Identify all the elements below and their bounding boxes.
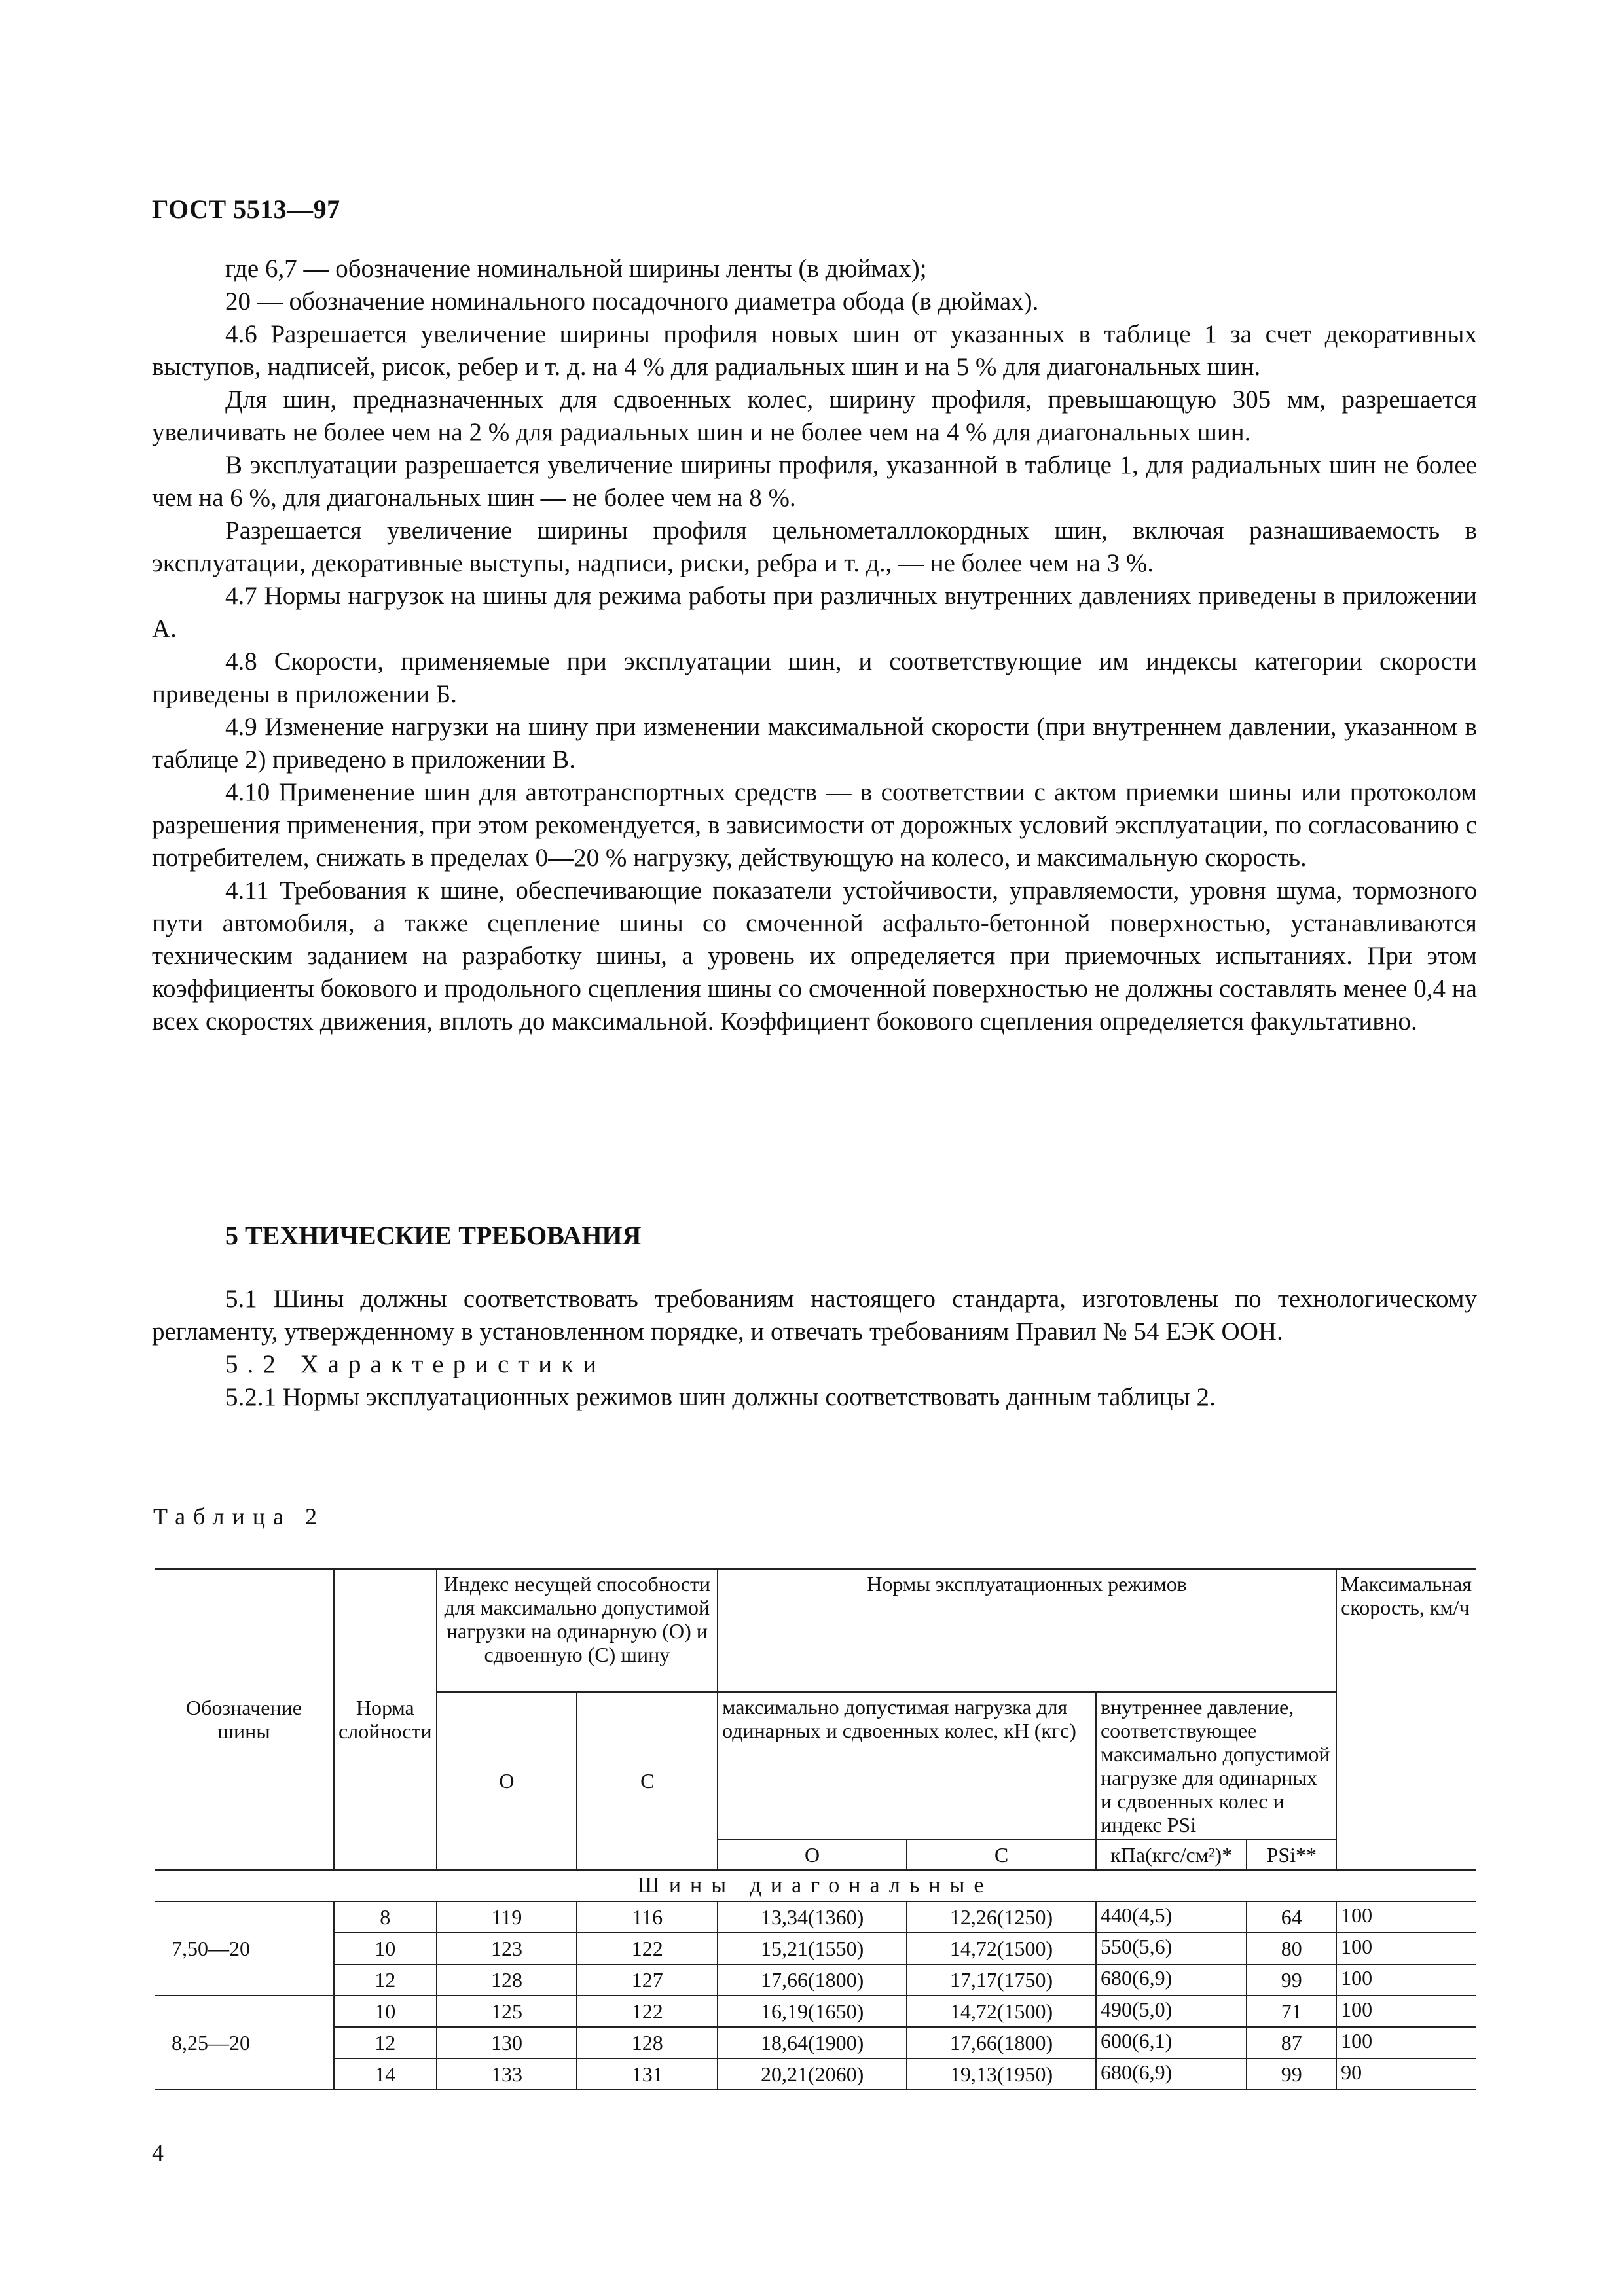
cell-li-c: 122 bbox=[577, 1996, 718, 2027]
cell-load-c: 17,17(1750) bbox=[907, 1964, 1096, 1996]
cell-psi: 71 bbox=[1247, 1996, 1336, 2027]
table-subheading: Шины диагональные bbox=[155, 1870, 1476, 1901]
document-code: ГОСТ 5513—97 bbox=[152, 194, 340, 224]
tire-designation: 8,25—20 bbox=[155, 1996, 334, 2090]
header-kpa: кПа(кгс/см²)* bbox=[1096, 1840, 1247, 1870]
cell-psi: 64 bbox=[1247, 1901, 1336, 1933]
cell-kpa: 550(5,6) bbox=[1096, 1933, 1247, 1964]
table-caption: Таблица 2 bbox=[153, 1503, 325, 1530]
cell-psi: 99 bbox=[1247, 1964, 1336, 1996]
paragraph: 5.2.1 Нормы эксплуатационных режимов шин должны соответствовать данным таблицы 2. bbox=[225, 1383, 1216, 1411]
paragraph: 4.7 Нормы нагрузок на шины для режима работы при различных внутренних давлениях приведены в приложении А. bbox=[152, 582, 1477, 643]
body-text-top bbox=[152, 253, 1477, 1038]
cell-li-o: 123 bbox=[437, 1933, 577, 1964]
cell-li-c: 116 bbox=[577, 1901, 718, 1933]
tire-operating-norms-table bbox=[155, 1568, 1476, 2090]
cell-ply: 14 bbox=[334, 2058, 437, 2090]
table-row bbox=[155, 1964, 1476, 1996]
paragraph: 4.9 Изменение нагрузки на шину при изменении максимальной скорости (при внутреннем давлении, указанном в таблице 2) приведено в приложении В. bbox=[152, 713, 1477, 774]
cell-li-c: 131 bbox=[577, 2058, 718, 2090]
cell-li-c: 122 bbox=[577, 1933, 718, 1964]
page-number: 4 bbox=[152, 2140, 164, 2166]
tire-designation: 7,50—20 bbox=[155, 1901, 334, 1996]
cell-psi: 80 bbox=[1247, 1933, 1336, 1964]
cell-load-c: 17,66(1800) bbox=[907, 2027, 1096, 2058]
cell-ply: 12 bbox=[334, 1964, 437, 1996]
header-load-index: Индекс несущей способности для максимально допустимой нагрузки на одинарную (О) и сдвоенную (С) шину bbox=[437, 1569, 718, 1692]
cell-load-o: 15,21(1550) bbox=[718, 1933, 907, 1964]
header-psi: PSi** bbox=[1247, 1840, 1336, 1870]
cell-load-o: 18,64(1900) bbox=[718, 2027, 907, 2058]
paragraph: 4.11 Требования к шине, обеспечивающие показатели устойчивости, управляемости, уровня шума, тормозного пути автомобиля, а также сцепление шины со смоченной асфальто-бетонной поверхностью, устанавливаются техническим заданием на разработку шины, а уровень их определяется при приемочных испытаниях. При этом коэффициенты бокового и продольного сцепления шины со смоченной поверхностью не должны составлять менее 0,4 на всех скоростях движения, вплоть до максимальной. Коэффициент бокового сцепления определяется факультативно. bbox=[152, 876, 1477, 1035]
paragraph: 20 — обозначение номинального посадочного диаметра обода (в дюймах). bbox=[225, 287, 1039, 315]
cell-load-c: 14,72(1500) bbox=[907, 1933, 1096, 1964]
header-max-load: максимально допустимая нагрузка для одинарных и сдвоенных колес, кН (кгс) bbox=[718, 1692, 1096, 1840]
cell-li-c: 128 bbox=[577, 2027, 718, 2058]
table-row bbox=[155, 2058, 1476, 2090]
cell-li-o: 130 bbox=[437, 2027, 577, 2058]
cell-psi: 99 bbox=[1247, 2058, 1336, 2090]
header-designation: Обозначение шины bbox=[155, 1569, 334, 1870]
header-load-o: О bbox=[718, 1840, 907, 1870]
paragraph: 4.10 Применение шин для автотранспортных средств — в соответствии с актом приемки шины или протоколом разрешения применения, при этом рекомендуется, в зависимости от дорожных условий эксплуатации, по согласованию с потребителем, снижать в пределах 0—20 % нагрузку, действующую на колесо, и максимальную скорость. bbox=[152, 778, 1477, 872]
cell-li-c: 127 bbox=[577, 1964, 718, 1996]
body-text-section bbox=[152, 1283, 1477, 1414]
paragraph: где 6,7 — обозначение номинальной ширины ленты (в дюймах); bbox=[225, 255, 927, 283]
cell-kpa: 680(6,9) bbox=[1096, 2058, 1247, 2090]
header-ply-rating: Норма слойности bbox=[334, 1569, 437, 1870]
paragraph: Разрешается увеличение ширины профиля цельнометаллокордных шин, включая разнашиваемость в эксплуатации, декоративные выступы, надписи, риски, ребра и т. д., — не более чем на 3 %. bbox=[152, 516, 1477, 577]
cell-li-o: 119 bbox=[437, 1901, 577, 1933]
cell-speed: 100 bbox=[1336, 1964, 1476, 1996]
cell-li-o: 128 bbox=[437, 1964, 577, 1996]
table-row bbox=[155, 1901, 1476, 1933]
paragraph: 4.6 Разрешается увеличение ширины профиля новых шин от указанных в таблице 1 за счет декоративных выступов, надписей, рисок, ребер и т. д. на 4 % для радиальных шин и на 5 % для диагональных шин. bbox=[152, 320, 1477, 381]
cell-li-o: 133 bbox=[437, 2058, 577, 2090]
paragraph: В эксплуатации разрешается увеличение ширины профиля, указанной в таблице 1, для радиальных шин не более чем на 6 %, для диагональных шин — не более чем на 8 %. bbox=[152, 451, 1477, 512]
cell-kpa: 440(4,5) bbox=[1096, 1901, 1247, 1933]
cell-load-o: 17,66(1800) bbox=[718, 1964, 907, 1996]
table-row bbox=[155, 1996, 1476, 2027]
cell-ply: 10 bbox=[334, 1996, 437, 2027]
paragraph: 4.8 Скорости, применяемые при эксплуатации шин, и соответствующие им индексы категории скорости приведены в приложении Б. bbox=[152, 647, 1477, 708]
cell-load-o: 16,19(1650) bbox=[718, 1996, 907, 2027]
cell-load-c: 12,26(1250) bbox=[907, 1901, 1096, 1933]
subsection-title: 5.2 Характеристики bbox=[225, 1350, 606, 1378]
cell-ply: 12 bbox=[334, 2027, 437, 2058]
header-li-o: О bbox=[437, 1692, 577, 1870]
header-norms: Нормы эксплуатационных режимов bbox=[718, 1569, 1336, 1692]
cell-kpa: 490(5,0) bbox=[1096, 1996, 1247, 2027]
cell-speed: 90 bbox=[1336, 2058, 1476, 2090]
header-li-c: С bbox=[577, 1692, 718, 1870]
cell-kpa: 600(6,1) bbox=[1096, 2027, 1247, 2058]
cell-load-o: 20,21(2060) bbox=[718, 2058, 907, 2090]
cell-kpa: 680(6,9) bbox=[1096, 1964, 1247, 1996]
table-row bbox=[155, 1933, 1476, 1964]
header-pressure: внутреннее давление, соответствующее максимально допустимой нагрузке для одинарных и сдвоенных колес и индекс PSi bbox=[1096, 1692, 1336, 1840]
cell-ply: 8 bbox=[334, 1901, 437, 1933]
cell-ply: 10 bbox=[334, 1933, 437, 1964]
header-load-c: С bbox=[907, 1840, 1096, 1870]
paragraph: 5.1 Шины должны соответствовать требованиям настоящего стандарта, изготовлены по технологическому регламенту, утвержденному в установленном порядке, и отвечать требованиям Правил № 54 ЕЭК ООН. bbox=[152, 1285, 1477, 1346]
cell-speed: 100 bbox=[1336, 1901, 1476, 1933]
cell-speed: 100 bbox=[1336, 1933, 1476, 1964]
cell-psi: 87 bbox=[1247, 2027, 1336, 2058]
table-row bbox=[155, 2027, 1476, 2058]
cell-load-c: 19,13(1950) bbox=[907, 2058, 1096, 2090]
paragraph: Для шин, предназначенных для сдвоенных колес, ширину профиля, превышающую 305 мм, разрешается увеличивать не более чем на 2 % для радиальных шин и не более чем на 4 % для диагональных шин. bbox=[152, 386, 1477, 446]
section-heading: 5 ТЕХНИЧЕСКИЕ ТРЕБОВАНИЯ bbox=[225, 1221, 642, 1250]
header-max-speed: Максимальная скорость, км/ч bbox=[1336, 1569, 1476, 1870]
cell-li-o: 125 bbox=[437, 1996, 577, 2027]
cell-load-o: 13,34(1360) bbox=[718, 1901, 907, 1933]
cell-speed: 100 bbox=[1336, 1996, 1476, 2027]
cell-speed: 100 bbox=[1336, 2027, 1476, 2058]
cell-load-c: 14,72(1500) bbox=[907, 1996, 1096, 2027]
